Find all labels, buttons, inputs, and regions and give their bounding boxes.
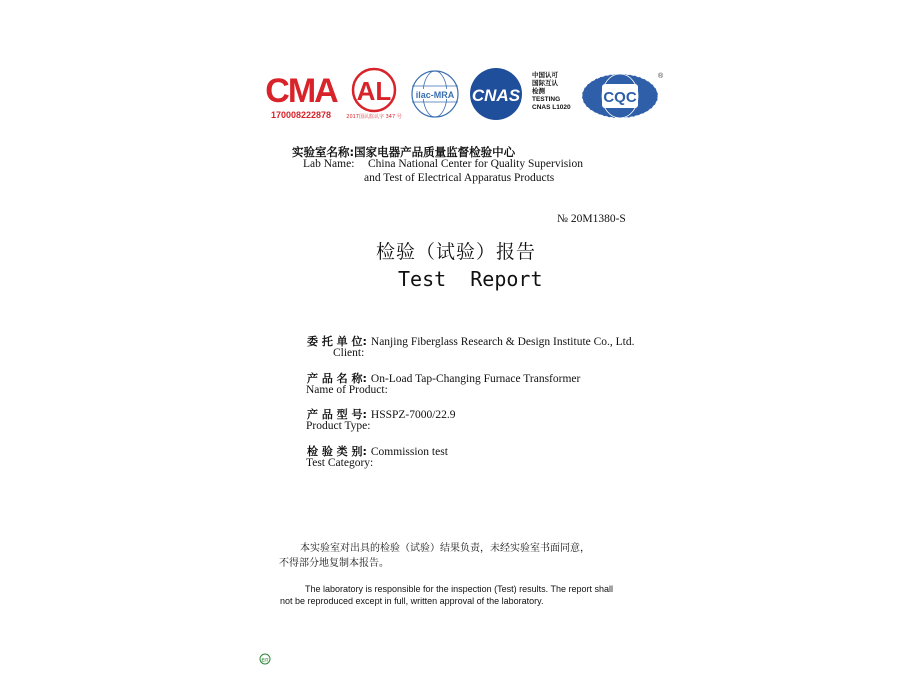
- svg-text:2017国认监认字 347 号: 2017国认监认字 347 号: [346, 114, 402, 120]
- notice-cn-line1: 本实验室对出具的检验（试验）结果负责，未经实验室书面同意，: [300, 543, 590, 554]
- report-number: № 20M1380-S: [557, 213, 626, 225]
- field-product-name-label-en: Name of Product:: [306, 384, 388, 396]
- cal-logo: [344, 68, 406, 124]
- svg-text:CMA: CMA: [265, 72, 337, 110]
- field-product-name: 产 品 名 称: On-Load Tap-Changing Furnace Transformer: [307, 372, 581, 385]
- cma-logo: [262, 68, 340, 124]
- notice-en-line1: The laboratory is responsible for the inspection (Test) results. The report shall: [305, 584, 613, 594]
- cnas-accreditation-info: 中国认可 国际互认 检测 TESTING CNAS L1020: [532, 72, 571, 111]
- lab-name-en-line1: China National Center for Quality Supervision: [368, 158, 583, 170]
- svg-text:®: ®: [658, 73, 664, 80]
- lab-name-cn: 实验室名称:国家电器产品质量监督检验中心: [292, 145, 516, 159]
- field-product-type-label-en: Product Type:: [306, 420, 371, 432]
- lab-name-en-line2: and Test of Electrical Apparatus Products: [364, 172, 555, 184]
- certification-logos: [262, 68, 662, 124]
- svg-text:CNAS: CNAS: [471, 86, 521, 105]
- ilac-mra-logo: [410, 68, 460, 124]
- svg-text:EIT: EIT: [261, 657, 269, 663]
- report-title-en: Test Report: [398, 267, 543, 291]
- field-test-category-label-en: Test Category:: [306, 457, 374, 469]
- svg-text:170008222878: 170008222878: [270, 110, 332, 120]
- svg-text:AL: AL: [356, 76, 392, 106]
- field-test-category: 检 验 类 别: Commission test: [307, 445, 448, 458]
- notice-en-line2: not be reproduced except in full, written approval of the laboratory.: [280, 596, 544, 606]
- svg-text:CQC: CQC: [603, 89, 637, 106]
- cnas-logo: [468, 68, 526, 124]
- cqc-logo: [580, 70, 662, 122]
- svg-text:ilac-MRA: ilac-MRA: [415, 90, 455, 100]
- lab-name-en-label: Lab Name:: [303, 158, 355, 170]
- eit-mark-icon: [259, 653, 271, 665]
- field-client-label-en: Client:: [333, 347, 365, 359]
- notice-cn-line2: 不得部分地复制本报告。: [279, 558, 389, 569]
- field-client: 委 托 单 位: Nanjing Fiberglass Research & Design Institute Co., Ltd.: [307, 335, 635, 348]
- field-product-type: 产 品 型 号: HSSPZ-7000/22.9: [307, 408, 456, 421]
- report-title-cn: 检验（试验）报告: [376, 241, 537, 263]
